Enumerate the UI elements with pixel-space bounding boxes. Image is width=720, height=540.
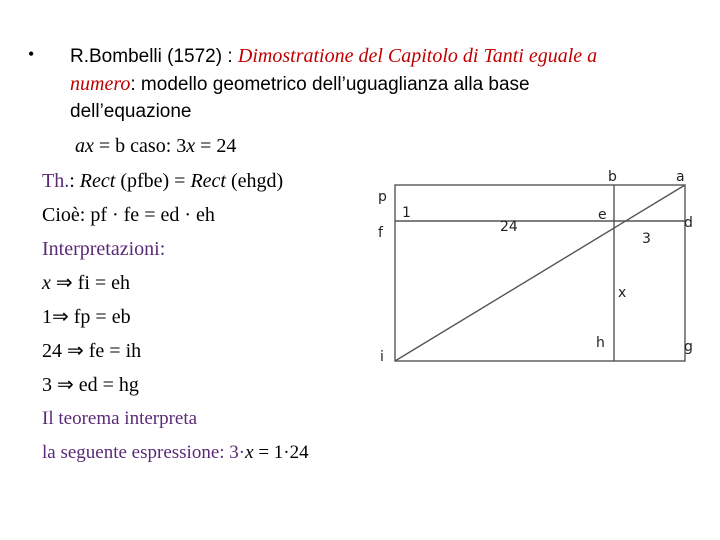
figure-label-3: 3 bbox=[642, 231, 651, 247]
closing-var-x: x bbox=[245, 442, 254, 463]
work-title-part2: numero bbox=[70, 73, 131, 95]
figure-label-a: a bbox=[676, 169, 685, 185]
interp-var-x: x bbox=[42, 272, 51, 294]
interp-fp-eb: fp = eb bbox=[68, 306, 131, 328]
closing-expression-rhs: = 1·24 bbox=[253, 442, 309, 463]
eq-x: x bbox=[186, 135, 196, 157]
bullet-line-2 bbox=[70, 72, 530, 97]
interp-ed-hg: ed = hg bbox=[73, 374, 139, 396]
work-title-part1: Dimostratione del Capitolo di Tanti eguale a bbox=[237, 45, 598, 67]
description-part1: : modello geometrico dell’uguaglianza alla base bbox=[130, 74, 530, 95]
implies-arrow: ⇒ bbox=[67, 340, 84, 362]
figure-label-e: e bbox=[598, 207, 607, 223]
figure-label-g: g bbox=[684, 339, 693, 355]
description-part2: dell’equazione bbox=[70, 101, 192, 122]
cioe-line: Cioè: pf · fe = ed · eh bbox=[42, 204, 215, 226]
eq-b: = b bbox=[93, 135, 126, 157]
eq-24: = 24 bbox=[195, 135, 237, 157]
theorem-label: Th. bbox=[42, 170, 70, 192]
rect-2-args: (ehgd) bbox=[225, 170, 284, 192]
rect-1: Rect bbox=[79, 170, 116, 192]
theorem-colon: : bbox=[69, 170, 80, 192]
closing-expression-label: la seguente espressione: 3· bbox=[42, 442, 246, 463]
figure-lines bbox=[395, 185, 685, 361]
figure-label-i: i bbox=[380, 349, 384, 365]
closing-line-1: Il teorema interpreta bbox=[42, 408, 198, 429]
diagonal-line-i-a bbox=[395, 185, 685, 361]
figure-label-f: f bbox=[378, 225, 383, 241]
bullet-marker: • bbox=[28, 44, 35, 64]
interp-num-1: 1 bbox=[42, 306, 52, 328]
implies-arrow: ⇒ bbox=[55, 272, 73, 294]
interp-line-1 bbox=[42, 271, 130, 295]
author-citation: R.Bombelli (1572) : bbox=[70, 46, 238, 67]
implies-arrow: ⇒ bbox=[57, 374, 74, 396]
interp-num-3: 3 bbox=[42, 374, 52, 396]
figure-label-1: 1 bbox=[402, 205, 411, 221]
equation-line bbox=[75, 134, 236, 158]
rect-2: Rect bbox=[190, 170, 226, 192]
interp-line-4 bbox=[42, 373, 139, 397]
figure-label-x: x bbox=[618, 285, 627, 301]
implies-arrow: ⇒ bbox=[52, 306, 69, 328]
interp-num-24: 24 bbox=[42, 340, 62, 362]
eq-caso: caso: 3 bbox=[125, 135, 187, 157]
interp-fe-ih: fe = ih bbox=[83, 340, 142, 362]
theorem-line bbox=[42, 169, 283, 193]
figure-label-24: 24 bbox=[500, 219, 518, 235]
rect-1-args: (pfbe) = bbox=[115, 170, 191, 192]
interp-fi-eh: fi = eh bbox=[72, 272, 131, 294]
eq-ax: ax bbox=[75, 135, 94, 157]
bullet-line-1 bbox=[70, 44, 597, 69]
figure-label-h: h bbox=[596, 335, 605, 351]
interp-line-2 bbox=[42, 305, 131, 329]
closing-line-2 bbox=[42, 441, 309, 465]
interpretazioni-heading: Interpretazioni: bbox=[42, 238, 166, 260]
interp-line-3 bbox=[42, 339, 141, 363]
geometric-figure bbox=[370, 165, 700, 375]
figure-label-b: b bbox=[608, 169, 617, 185]
figure-label-p: p bbox=[378, 189, 387, 205]
figure-label-d: d bbox=[684, 215, 693, 231]
